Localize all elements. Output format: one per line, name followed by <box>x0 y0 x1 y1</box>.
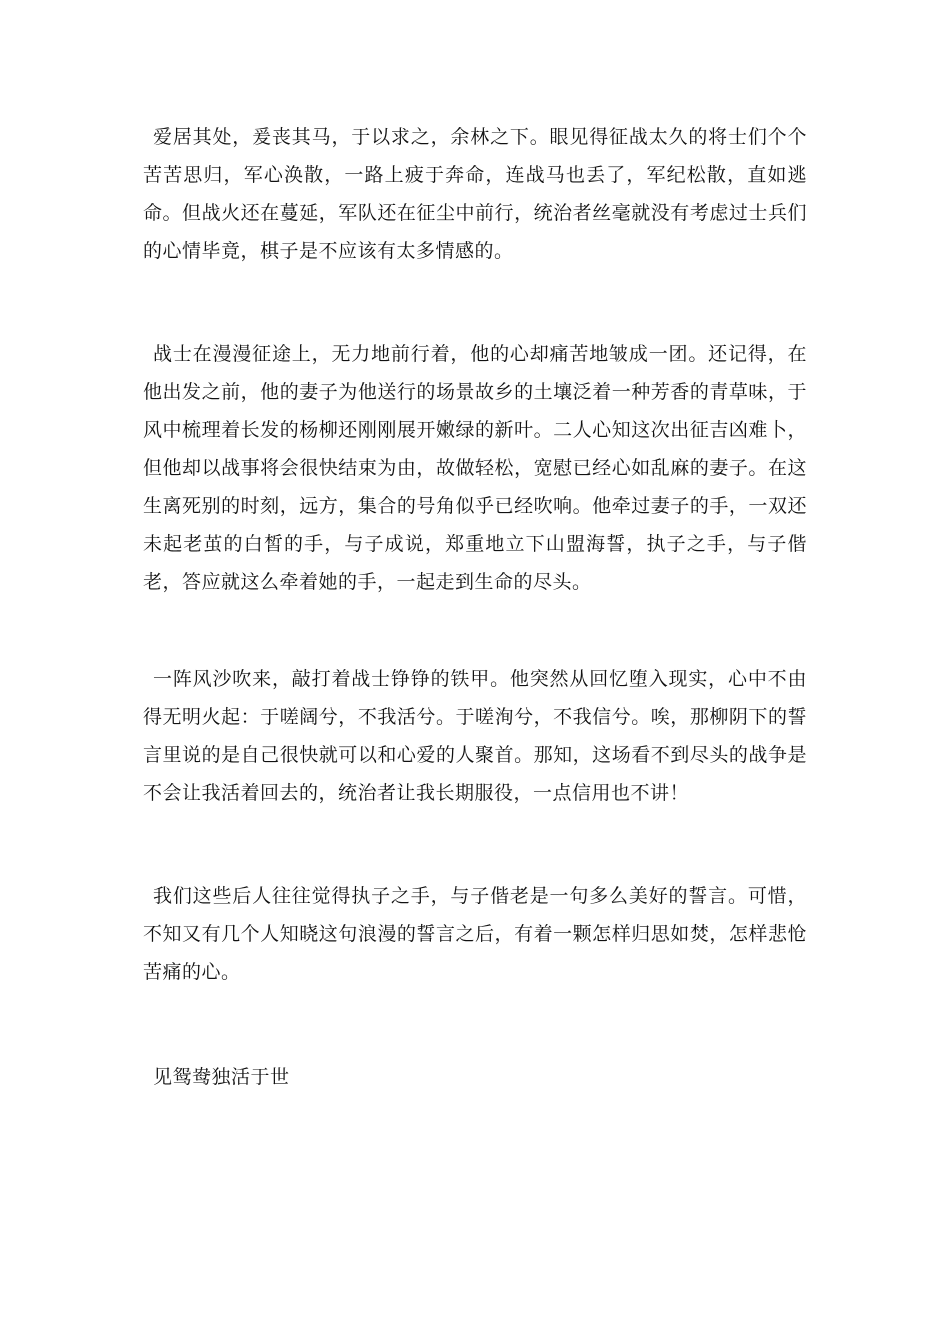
paragraph-4: 我们这些后人往往觉得执子之手，与子偕老是一句多么美好的誓言。可惜，不知又有几个人知晓这句浪漫的誓言之后，有着一颗怎样归思如焚，怎样悲怆苦痛的心。 <box>143 885 807 983</box>
paragraph-2: 战士在漫漫征途上，无力地前行着，他的心却痛苦地皱成一团。还记得，在他出发之前，他的妻子为他送行的场景故乡的土壤泛着一种芳香的青草味，于风中梳理着长发的杨柳还刚刚展开嫩绿的新叶。二人心知这次出征吉凶难卜，但他却以战事将会很快结束为由，故做轻松，宽慰已经心如乱麻的妻子。在这生离死别的时刻，远方，集合的号角似乎已经吹响。他牵过妻子的手，一双还未起老茧的白皙的手，与子成说，郑重地立下山盟海誓，执子之手，与子偕老，答应就这么牵着她的手，一起走到生命的尽头。 <box>143 343 807 593</box>
paragraph-5-heading: 见鸳鸯独活于世 <box>153 1066 290 1088</box>
paragraph-1: 爱居其处，爰丧其马，于以求之，余林之下。眼见得征战太久的将士们个个苦苦思归，军心涣散，一路上疲于奔命，连战马也丢了，军纪松散，直如逃命。但战火还在蔓延，军队还在征尘中前行，统治者丝毫就没有考虑过士兵们的心情毕竟，棋子是不应该有太多情感的。 <box>143 126 807 262</box>
paragraph-3: 一阵风沙吹来，敲打着战士铮铮的铁甲。他突然从回忆堕入现实，心中不由得无明火起：于嗟阔兮，不我活兮。于嗟洵兮，不我信兮。唉，那柳阴下的誓言里说的是自己很快就可以和心爱的人聚首。那知，这场看不到尽头的战争是不会让我活着回去的，统治者让我长期服役，一点信用也不讲！ <box>143 668 807 804</box>
